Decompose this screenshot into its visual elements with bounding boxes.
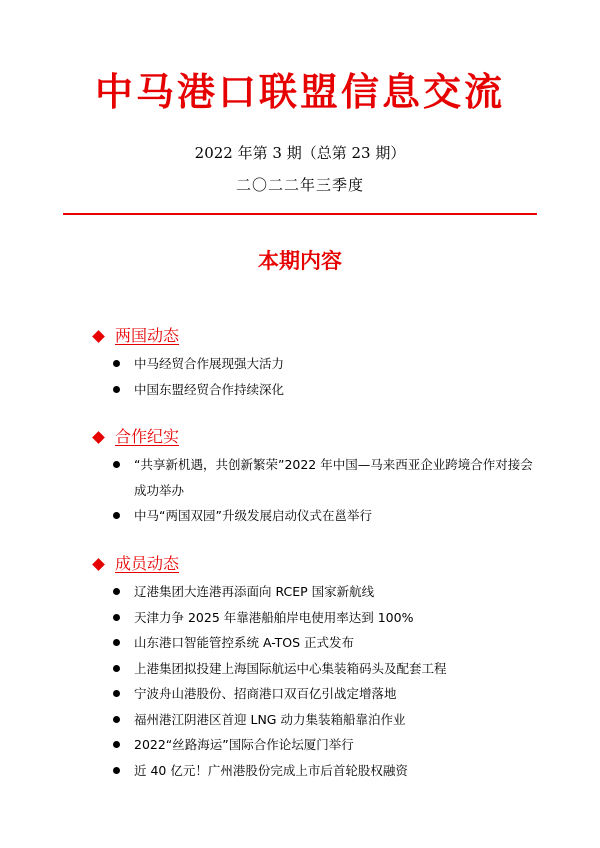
section-header xyxy=(92,324,552,348)
list-item[interactable] xyxy=(92,758,534,784)
list-item[interactable] xyxy=(92,681,534,707)
list-item-text: 2022“丝路海运”国际合作论坛厦门举行 xyxy=(134,737,354,752)
bullet-icon xyxy=(113,716,120,723)
bullet-icon xyxy=(113,639,120,646)
list-item[interactable] xyxy=(92,503,534,529)
list-item-text: 上港集团拟投建上海国际航运中心集装箱码头及配套工程 xyxy=(134,660,447,676)
list-item[interactable] xyxy=(92,707,534,733)
bullet-icon xyxy=(113,512,120,519)
diamond-icon xyxy=(92,558,105,571)
list-item-text: 辽港集团大连港再添面向 RCEP 国家新航线 xyxy=(134,584,375,599)
section-title[interactable]: 两国动态 xyxy=(115,326,180,345)
section-header xyxy=(92,425,552,449)
section-header xyxy=(92,552,552,576)
bullet-icon xyxy=(113,741,120,748)
section-title[interactable]: 成员动态 xyxy=(115,554,180,573)
contents-heading: 本期内容 xyxy=(258,249,342,273)
list-item-text: 中国东盟经贸合作持续深化 xyxy=(134,381,285,397)
list-item[interactable] xyxy=(92,605,534,631)
diamond-icon xyxy=(92,431,105,444)
diamond-icon xyxy=(92,330,105,343)
list-item[interactable] xyxy=(92,732,534,758)
list-item[interactable] xyxy=(92,656,534,682)
section-title[interactable]: 合作纪实 xyxy=(115,427,180,446)
bullet-icon xyxy=(113,588,120,595)
title-divider xyxy=(63,213,537,215)
bullet-icon xyxy=(113,360,120,367)
list-item[interactable] xyxy=(92,630,534,656)
list-item-text: 中马“两国双园”升级发展启动仪式在邕举行 xyxy=(134,508,372,523)
list-item[interactable] xyxy=(92,579,534,605)
issue-number: 2022 年第 3 期（总第 23 期） xyxy=(194,144,406,162)
list-item[interactable] xyxy=(92,452,534,503)
bullet-icon xyxy=(113,386,120,393)
section-cooperation-record xyxy=(92,425,552,529)
section-item-list xyxy=(92,452,552,529)
list-item-text: 福州港江阴港区首迎 LNG 动力集装箱船靠泊作业 xyxy=(134,711,406,727)
section-two-countries-news xyxy=(92,324,552,402)
bullet-icon xyxy=(113,461,120,468)
issue-season: 二〇二二年三季度 xyxy=(235,176,364,194)
section-item-list xyxy=(92,351,552,402)
list-item-text: 山东港口智能管控系统 A-TOS 正式发布 xyxy=(134,635,354,650)
list-item-text: 中马经贸合作展现强大活力 xyxy=(134,356,285,371)
list-item-text: 天津力争 2025 年靠港船舶岸电使用率达到 100% xyxy=(134,609,414,625)
bullet-icon xyxy=(113,614,120,621)
newsletter-title: 中马港口联盟信息交流 xyxy=(94,70,505,114)
list-item-text: 近 40 亿元！广州港股份完成上市后首轮股权融资 xyxy=(134,762,408,778)
list-item[interactable] xyxy=(92,351,534,377)
list-item-text: 宁波舟山港股份、招商港口双百亿引战定增落地 xyxy=(134,686,397,701)
section-member-news xyxy=(92,552,552,783)
bullet-icon xyxy=(113,767,120,774)
bullet-icon xyxy=(113,690,120,697)
list-item-text: “共享新机遇，共创新繁荣”2022 年中国—马来西亚企业跨境合作对接会成功举办 xyxy=(134,457,533,498)
bullet-icon xyxy=(113,665,120,672)
section-item-list xyxy=(92,579,552,783)
list-item[interactable] xyxy=(92,377,534,403)
